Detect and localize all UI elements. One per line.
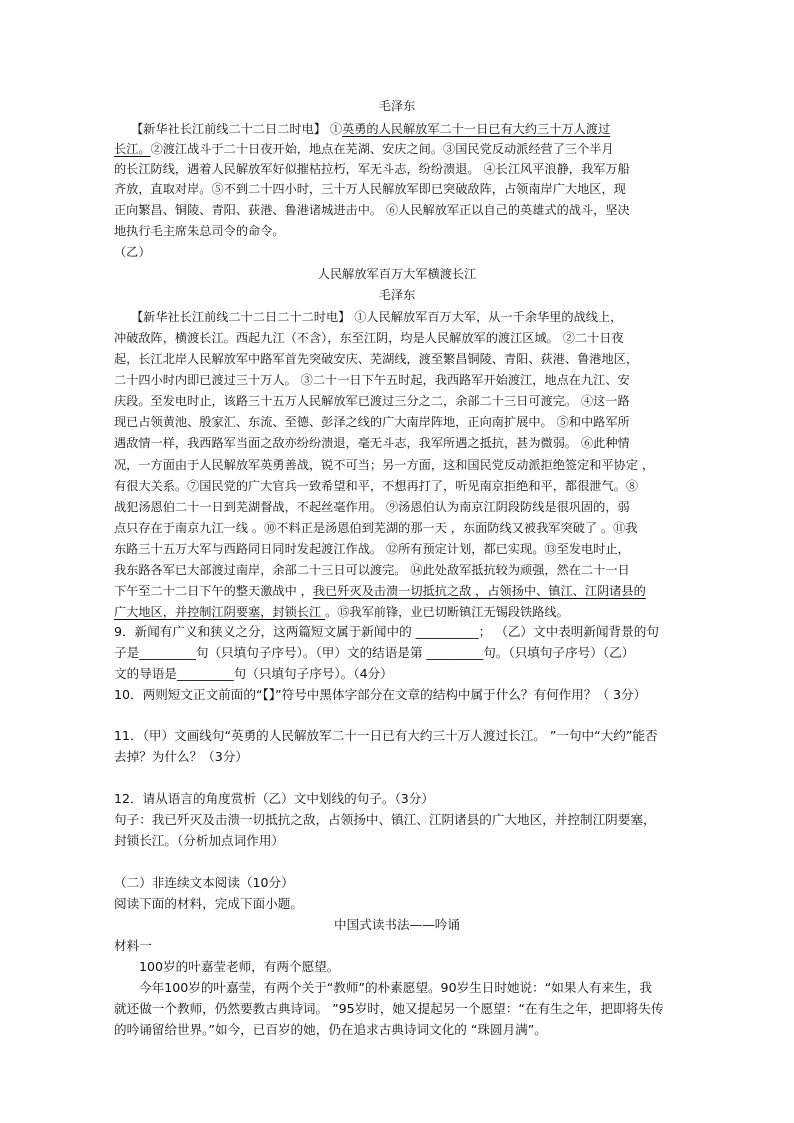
yi-line-15: 广大地区，并控制江阴要塞，封锁长江 。⑮我军前锋，业已切断镇江无锡段铁路线。: [114, 605, 569, 619]
jia-line-3: 的长江防线，遇着人民解放军好似摧枯拉朽，军无斗志，纷纷溃退。 ④长江风平浪静，我军万船: [114, 162, 630, 176]
jia-line-4: 齐放，直取对岸。⑤不到二十四小时，三十万人民解放军即已突破敌阵，占领南岸广大地区，现: [114, 182, 626, 196]
jia-author: 毛泽东: [378, 99, 416, 113]
material-label: 材料一: [114, 938, 152, 953]
question-12-line-3: 封锁长江。（分析加点词作用）: [114, 833, 285, 848]
question-12-line-1: 12．请从语言的角度赏析（乙）文中划线的句子。（3分）: [114, 791, 434, 806]
yi-line-6: 现已占领黄池、殷家汇、东流、至德、彭泽之线的广大南岸阵地，正向南扩展中。 ⑤和中路军所: [114, 415, 630, 429]
material-line-3: 就还做一个教师，仍然要教古典诗词。 ”95岁时，她又提起另一个愿望：“在有生之年，把即将失传: [114, 1001, 664, 1016]
yi-label: （乙）: [114, 245, 151, 259]
jia-line-5: 正向繁昌、铜陵、青阳、荻港、鲁港诸城进击中。 ⑥人民解放军正以自己的英雄式的战斗，坚决: [114, 203, 630, 217]
jia-line-6: 地执行毛主席朱总司令的命令。: [114, 224, 285, 238]
yi-line-5: 庆段。至发电时止，该路三十五万人民解放军已渡过三分之二，余部二十三日可渡完。 ④这一路: [114, 394, 630, 408]
yi-author: 毛泽东: [378, 288, 416, 302]
section2-title: 中国式读书法——吟诵: [334, 917, 460, 932]
yi-line-7: 遇敌情一样，我西路军当面之敌亦纷纷溃退，毫无斗志，我军所遇之抵抗，甚为微弱。 ⑥此种情: [114, 436, 630, 450]
material-line-1: 100岁的叶嘉莹老师，有两个愿望。: [139, 959, 340, 974]
question-10: 10．两则短文正文前面的“【】”符号中黑体字部分在文章的结构中属于什么？有何作用？（ 3分）: [114, 687, 647, 702]
yi-line-12: 东路三十五万大军与西路同日同时发起渡江作战。 ⑫所有预定计划，都已实现。⑬至发电时止，: [114, 542, 630, 556]
yi-line-8: 况，一方面由于人民解放军英勇善战，锐不可当；另一方面，这和国民党反动派拒绝签定和平协定 ，: [114, 458, 655, 472]
question-12-line-2: 句子：我已歼灭及击溃一切抵抗之敌，占领扬中、镇江、江阴诸县的广大地区，并控制江阴要塞，: [114, 812, 656, 827]
question-9-line-3: 文的导语是_________句（只填句子序号）。（4分）: [114, 666, 393, 681]
material-line-2: 今年100岁的叶嘉莹，有两个关于“教师”的朴素愿望。90岁生日时她说：“如果人有来生，我: [139, 980, 653, 995]
yi-title: 人民解放军百万大军横渡长江: [317, 267, 477, 281]
yi-line-11: 点只存在于南京九江一线 。⑩不料正是汤恩伯到芜湖的那一天 ，东面防线又被我军突破了 。⑪我: [114, 521, 638, 535]
question-11-line-2: 去掉？为什么？（3分）: [114, 749, 248, 764]
yi-line-4: 二十四小时内即已渡过三十万人。 ③二十一日下午五时起，我西路军开始渡江，地点在九江、安: [114, 373, 630, 387]
yi-line-9: 有很大关系。⑦国民党的广大官兵一致希望和平，不想再打了，听见南京拒绝和平，都很泄气。⑧: [114, 479, 639, 493]
question-9-line-2: 子是_________句（只填句子序号）。（甲）文的结语是第 _________句。（只填句子序号）（乙）: [114, 645, 635, 660]
jia-line-1: 【新华社长江前线二十二日二时电】 ①英勇的人民解放军二十一日已有大约三十万人渡过: [131, 122, 611, 136]
yi-line-2: 冲破敌阵，横渡长江。西起九江（不含），东至江阴，均是人民解放军的渡江区域。 ②二十日夜: [114, 331, 624, 345]
jia-line-2: 长江。②渡江战斗于二十日夜开始，地点在芜湖、安庆之间。③国民党反动派经营了三个半月: [114, 142, 614, 156]
yi-line-10: 战犯汤恩伯二十一日到芜湖督战，不起丝毫作用。 ⑨汤恩伯认为南京江阴段防线是很巩固的，弱: [114, 500, 630, 514]
question-9-line-1: 9．新闻有广义和狭义之分，这两篇短文属于新闻中的 __________； （乙）文中表明新闻背景的句: [114, 624, 659, 639]
question-11-line-1: 11．（甲）文画线句“英勇的人民解放军二十一日已有大约三十万人渡过长江。 ”一句中“大约”能否: [114, 728, 658, 743]
yi-line-1: 【新华社长江前线二十二日二十二时电】 ①人民解放军百万大军，从一千余华里的战线上，: [131, 310, 623, 324]
section2-instruction: 阅读下面的材料，完成下面小题。: [114, 896, 303, 911]
yi-line-13: 我东路各军已大部渡过南岸，余部二十三日可以渡完。 ⑭此处敌军抵抗较为顽强，然在二十一日: [114, 563, 630, 577]
yi-line-3: 起，长江北岸人民解放军中路军首先突破安庆、芜湖线，渡至繁昌铜陵、青阳、荻港、鲁港地区，: [114, 352, 639, 366]
material-line-4: 的吟诵留给世界。”如今，已百岁的她，仍在追求古典诗词文化的 “珠圆月满”。: [114, 1022, 547, 1037]
yi-line-14: 下午至二十二日下午的整天激战中 ，我已歼灭及击溃一切抵抗之敌 ，占领扬中、镇江、江阴诸县的: [114, 584, 646, 598]
section2-heading: （二）非连续文本阅读（10分）: [114, 875, 294, 890]
